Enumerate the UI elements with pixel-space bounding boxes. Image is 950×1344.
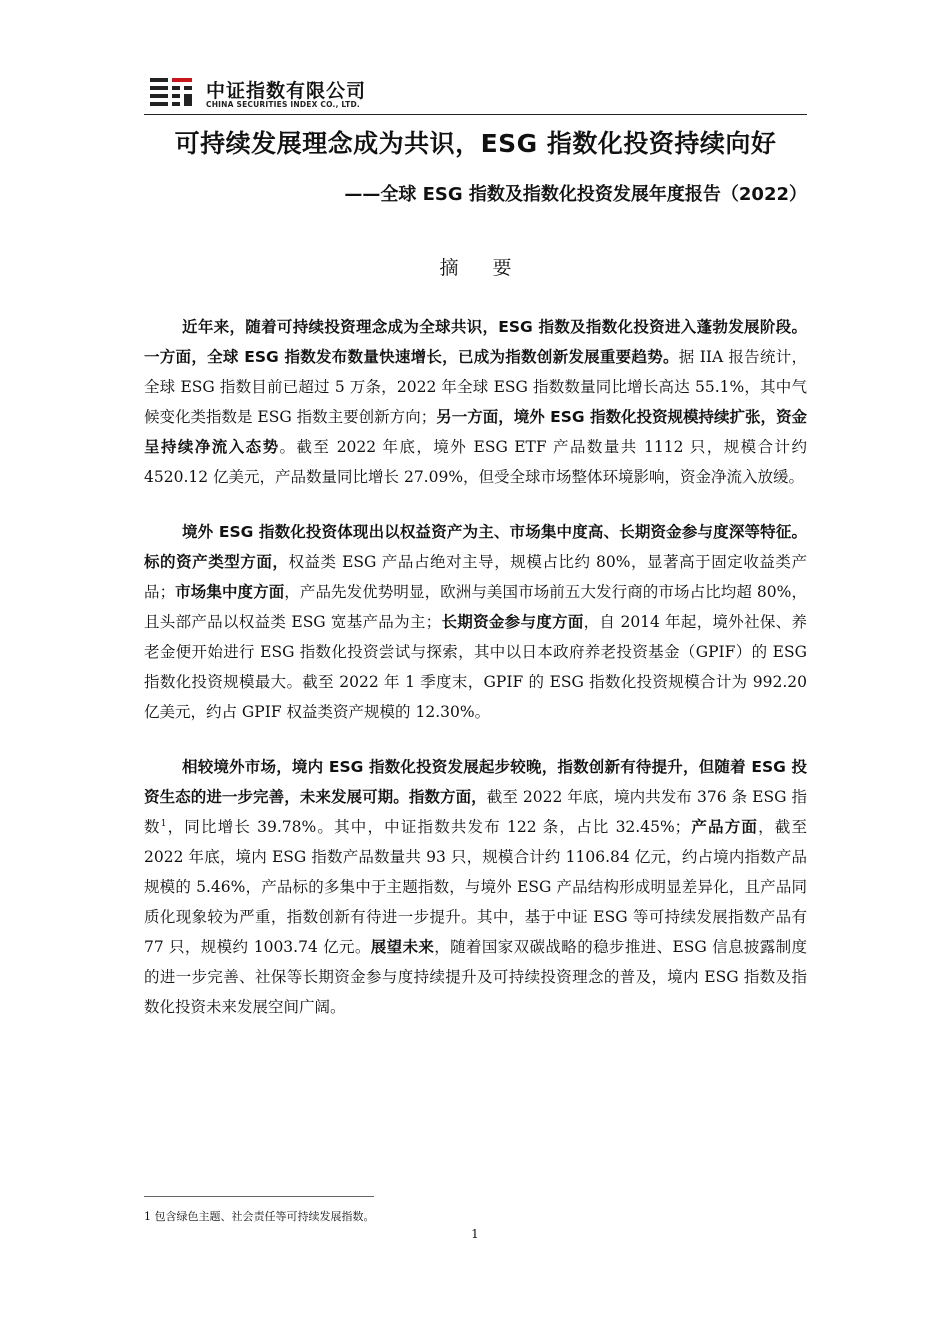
footnote: 1 包含绿色主题、社会责任等可持续发展指数。	[144, 1210, 375, 1223]
emphasis-text: 相较境外市场，境内 ESG 指数化投资发展起步较晚，指数创新有待提升，但随着 ESG 投资生态的进一步完善，未来发展可期。指数方面，	[144, 758, 807, 806]
page-number: 1	[471, 1227, 479, 1241]
body-text: 据 IIA 报告统计，全球 ESG 指数目前已超过 5 万条，2022 年全球 ESG 指数数量同比增长高达 55.1%，其中气候变化类指数是 ESG 指数主要创新方向；	[144, 348, 807, 426]
company-logo	[148, 74, 388, 114]
emphasis-text: 境外 ESG 指数化投资体现出以权益资产为主、市场集中度高、长期资金参与度深等特征。标的资产类型方面，	[144, 523, 807, 571]
abstract-paragraph	[144, 752, 807, 1022]
body-text: ，随着国家双碳战略的稳步推进、ESG 信息披露制度的进一步完善、社保等长期资金参与度持续提升及可持续投资理念的普及，境内 ESG 指数及指数化投资未来发展空间广阔。	[144, 938, 807, 1016]
body-text: ，产品先发优势明显，欧洲与美国市场前五大发行商的市场占比均超 80%，且头部产品以权益类 ESG 宽基产品为主；	[144, 583, 807, 631]
report-title: 可持续发展理念成为共识，ESG 指数化投资持续向好	[174, 129, 777, 158]
logo-company-name-en: CHINA SECURITIES INDEX CO., LTD.	[206, 100, 360, 109]
header-divider	[144, 114, 807, 115]
body-text: ，同比增长 39.78%。其中，中证指数共发布 122 条，占比 32.45%；	[166, 818, 691, 836]
abstract-paragraph	[144, 517, 807, 727]
abstract-heading: 摘 要	[439, 257, 526, 279]
body-text: ，自 2014 年起，境外社保、养老金便开始进行 ESG 指数化投资尝试与探索，其中以日本政府养老投资基金（GPIF）的 ESG 指数化投资规模最大。截至 2022 年 1 季度末，GPIF 的 ESG 指数化投资规模合计为 992.20 亿美元，约占 GPIF 权益类资产规模的 12.30%。	[144, 613, 807, 721]
logo-company-name-cn: 中证指数有限公司	[206, 80, 367, 102]
emphasis-text: 近年来，随着可持续投资理念成为全球共识，ESG 指数及指数化投资进入蓬勃发展阶段。一方面，全球 ESG 指数发布数量快速增长，已成为指数创新发展重要趋势。	[144, 318, 807, 366]
csi-logo-icon	[148, 74, 200, 112]
body-text: 。截至 2022 年底，境外 ESG ETF 产品数量共 1112 只，规模合计约 4520.12 亿美元，产品数量同比增长 27.09%，但受全球市场整体环境影响，资金净流入放缓。	[144, 438, 807, 486]
report-subtitle: ——全球 ESG 指数及指数化投资发展年度报告（2022）	[344, 184, 807, 205]
body-text: ，截至 2022 年底，境内 ESG 指数产品数量共 93 只，规模合计约 1106.84 亿元，约占境内指数产品规模的 5.46%，产品标的多集中于主题指数，与境外 ESG 产品结构形成明显差异化，且产品同质化现象较为严重，指数创新有待进一步提升。其中，基于中证 ESG 等可持续发展指数产品有 77 只，规模约 1003.74 亿元。	[144, 818, 807, 956]
emphasis-text: 市场集中度方面	[175, 583, 285, 601]
emphasis-text: 长期资金参与度方面	[441, 613, 584, 631]
body-text: 截至 2022 年底，境内共发布 376 条 ESG 指数	[144, 788, 807, 836]
emphasis-text: 展望未来	[370, 938, 435, 956]
body-text: 权益类 ESG 产品占绝对主导，规模占比约 80%，显著高于固定收益类产品；	[144, 553, 807, 601]
abstract-paragraph	[144, 312, 807, 492]
emphasis-text: 另一方面，境外 ESG 指数化投资规模持续扩张，资金呈持续净流入态势	[144, 408, 807, 456]
abstract-body	[144, 312, 807, 1047]
emphasis-text: 产品方面	[690, 818, 759, 836]
footnote-ref: 1	[160, 818, 167, 829]
footnote-divider	[144, 1196, 374, 1197]
